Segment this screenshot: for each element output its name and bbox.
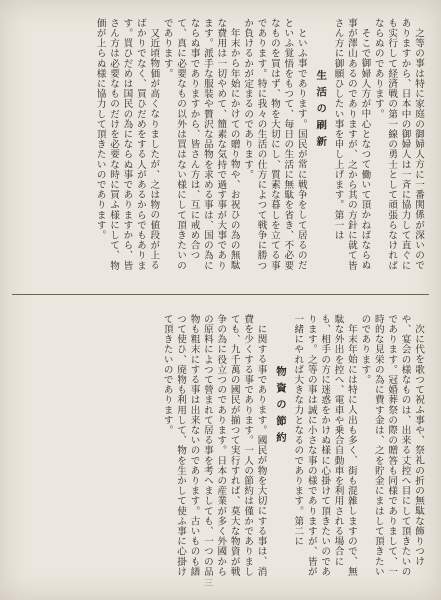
paragraph: 之等の事は特に家庭の御婦人方に一番関係が深いのでありますから、日本中の御婦人は一斉に協力して直ぐにも实行して経済戦の第一線の勇士として頑張らなければならぬのであります。 [372,18,424,271]
section-heading: 生活の刷新 [314,70,327,152]
paragraph: 又近頃物価が高くなりましたが、之は物の値段が上るばかりでなく、買ひだめをする人があるからでもあります。買ひだめは国民の為にならぬ事でありますから、皆さん方は必要なものだけを必要な時に買ふ様にして、物価が上らぬ様に協力して頂きたいのであります。 [94,18,160,271]
section-heading: 物資の節約 [273,366,286,448]
paragraph: そこで御婦人方が中心となつて働いて頂かねばならぬ事が澤山あるのでありますが、之から其の方針に就て皆さん方に御願ひしたい事を申し上げます。第一は [332,18,371,271]
paragraph: 次に代を歌つて祝ふ事や、祭礼の折の無駄な飾りつけや、宴会の様なものは、出来る丈控へ目にして頂きたいのであります。冠婚葬祭の際の贈答も同様でありまして、一時的な見栄の為に費す金は、之を貯金にまはして頂きたいのであります。 [359,314,424,577]
paragraph: に関する事であります。國民が物を大切にする事は、消費を少くする事であります。一人の節約は僅かでありましても、九千萬の國民が揃つて実行すれば、莫大な物資が戦争の為に役立つのであります。日本の産業が多く外國からの原料によつて營まれて居る事を考へましても、一つの品物も粗末にする事は出来ないのであります。古いものも繕つて使ひ、廃物も利用して、物を生かして使ふ事に心掛けて頂きたいのであります。 [161,314,267,577]
section-divider [12,294,429,295]
paragraph: 年末から年始にかけての贈り物や、お祝ひの為の無駄な費用は一切やめて、簡素な気持で過す事が大事であります。派手な服装や贅沢な品物を求める事は、国の為にならぬ事でありますから、皆さん方は、互に戒め合つて、真に必要なもの以外は買はない様にして頂きたいのであります。 [161,18,240,271]
paragraph: 年末年始には特に人出も多く、街も混雑しますので、無駄な外出を控へ、電車や乗合自動車を利用される場合にも、相手の方に迷惑をかけぬ様に心掛けて頂きたいのであります。之等の事は誠に小さな事の様でありますが、皆が一緒にやれば大きな力となるのであります。第二に [292,314,357,577]
top-text-block [20,18,425,276]
paragraph: といふ事であります。国民が常に戦争をして居るのだといふ覚悟をもつて、毎日の生活に無駄を省き、不必要なものを買はず、物を大切にし、質素な暮しを立てる事であります。特に我々の生活の仕方によつて戦争に勝つか負けるかが定まるのであります。 [242,18,307,271]
bottom-text-block [20,314,425,586]
page-number: 三 [204,579,214,589]
